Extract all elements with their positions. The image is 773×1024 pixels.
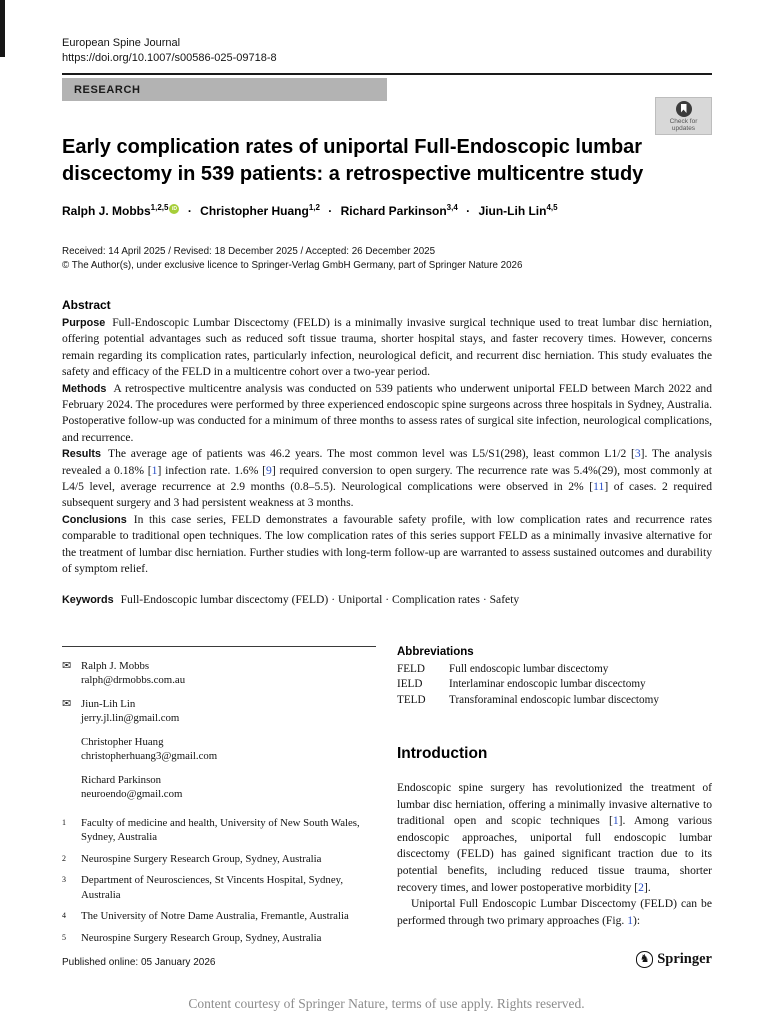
affiliations-list [62,816,376,946]
abstract-conclusions [62,512,712,578]
main-text-column [397,646,712,953]
correspondence-email[interactable]: ralph@drmobbs.com.au [81,674,186,686]
author-affil-sup: 3,4 [446,203,458,212]
text-segment: ]. [643,880,651,894]
correspondence-email[interactable]: jerry.jl.lin@gmail.com [81,712,180,724]
keywords-text: Full-Endoscopic lumbar discectomy (FELD) · Uniportal · Complication rates · Safety [120,592,520,606]
correspondence-name: Richard Parkinson [81,773,162,786]
citation-link[interactable]: 1 [612,814,619,828]
affiliation-item [62,816,376,845]
abbreviation-row [397,677,712,693]
affiliation-number: 3 [62,875,66,884]
affiliation-text: Department of Neurosciences, St Vincents Hospital, Sydney, Australia [81,874,344,901]
history-block [62,245,712,272]
text-segment: Endoscopic spine surgery has revolutionized the treatment of lumbar disc herniation, offering a minimally invasive alternative to traditional open and scopic techniques [ [397,781,712,828]
author-name: Jiun-Lih Lin [478,204,547,218]
text-segment: ] of cases. 2 required subsequent surgery and 3 had persistent weakness at 3 months. [62,480,712,510]
check-updates-label: Check for updates [669,117,698,132]
author-line [62,203,712,218]
author-name: Richard Parkinson [340,204,447,218]
abstract-section-label: Purpose [62,317,106,329]
check-for-updates-button[interactable] [655,97,712,135]
correspondence-name: Jiun-Lih Lin [81,697,136,710]
abstract-purpose [62,315,712,381]
abbreviation-full: Full endoscopic lumbar discectomy [449,662,609,675]
abstract-body [62,315,712,578]
bookmark-icon [676,101,692,117]
text-segment: A retrospective multicentre analysis was conducted on 539 patients who underwent uniportal FELD between March 2022 and February 2024. The procedures were performed by three experienced endoscopic spine surgeons across three hospitals in Sydney, Australia. Postoperative follow-up was conducted for a minimum of three months to assess rates of surgical site infection, neurological complications, and recurrence. [62,381,712,444]
keywords-label: Keywords [62,593,114,606]
author-separator: · [187,204,192,218]
abstract-heading: Abstract [62,298,111,312]
author-affil-sup: 1,2 [308,203,320,212]
author-separator: · [328,204,333,218]
springer-horse-icon: ♞ [636,951,653,968]
published-online-line: Published online: 05 January 2026 [62,957,216,968]
correspondence-item [62,659,376,688]
text-segment: ]. The analysis revealed a 0.18% [ [62,447,712,477]
author-affil-sup: 4,5 [546,203,558,212]
abstract-results [62,446,712,512]
abstract-methods [62,381,712,447]
footnote-column [62,646,376,953]
abstract-section-label: Methods [62,382,107,395]
correspondence-item [62,697,376,726]
journal-header [62,36,712,66]
abbreviation-row [397,662,712,678]
introduction-heading: Introduction [397,745,488,762]
correspondence-email[interactable]: christopherhuang3@gmail.com [81,750,218,762]
text-segment: ]. Among various endoscopic approaches, uniportal full endoscopic lumbar discectomy (FELD) has gained significant traction due to its potential benefits, including reduced tissue trauma, shorter recovery times, and lower postoperative morbidity [ [397,814,712,894]
affiliation-text: The University of Notre Dame Australia, Fremantle, Australia [81,910,349,922]
content-courtesy-notice: Content courtesy of Springer Nature, terms of use apply. Rights reserved. [188,996,585,1011]
abbreviation-full: Transforaminal endoscopic lumbar discectomy [449,693,659,706]
springer-logo [636,951,712,968]
affiliation-number: 4 [62,911,66,920]
journal-name: European Spine Journal [62,37,181,49]
citation-link[interactable]: 3 [634,447,641,461]
abbreviation-full: Interlaminar endoscopic lumbar discectomy [449,678,646,690]
text-segment: The average age of patients was 46.2 years. The most common level was L5/S1(298), least common L1/2 [ [108,447,635,461]
research-label: RESEARCH [74,83,141,96]
research-section-bar [62,78,387,101]
affiliation-item [62,909,376,924]
abbreviation-row [397,693,712,709]
received-line: Received: 14 April 2025 / Revised: 18 December 2025 / Accepted: 26 December 2025 [62,246,436,257]
author-affil-sup: 1,2,5 [150,203,169,212]
scan-edge-artifact [0,0,5,57]
article-title: Early complication rates of uniportal Full-Endoscopic lumbar discectomy in 539 patients: a retrospective multicentre study [62,136,644,185]
author-name: Ralph J. Mobbs [62,204,151,218]
affiliation-number: 1 [62,817,66,827]
citation-link[interactable]: 9 [266,463,272,477]
text-segment: In this case series, FELD demonstrates a favourable safety profile, with low complication rates and recurrence rates comparable to traditional open techniques. The low complication rates of this series support FELD as a minimally invasive alternative for the treatment of lumbar disc herniation. Further studies with long-term follow-up are warranted to assess sustained outcomes and durability of symptom relief. [62,512,712,576]
text-segment: Uniportal Full Endoscopic Lumbar Discectomy (FELD) can be performed through two primary approaches (Fig. [397,897,712,927]
abstract-section-label: Results [62,448,102,461]
correspondence-email[interactable]: neuroendo@gmail.com [81,788,183,800]
introduction-body [397,780,712,929]
two-column-section [62,646,712,953]
text-segment: ] required conversion to open surgery. The recurrence rate was 5.4%(29), most commonly at L4/5 level, average recurrence at 2.9 months (0.8–5.5). Neurological complications were observed in 2% [ [62,463,712,494]
keywords-line [62,593,712,606]
header-rule [62,73,712,75]
affiliation-number: 2 [62,853,66,863]
affiliation-text: Faculty of medicine and health, University of New South Wales, Sydney, Australia [81,816,360,843]
text-segment: Full-Endoscopic Lumbar Discectomy (FELD) is a minimally invasive surgical technique used to treat lumbar disc herniation, offering potential advantages such as reduced soft tissue trauma, shorter hospital stays, and faster recovery times. However, concerns remain regarding its complication rates, particularly infection, neurological deficit, and recurrent disc herniation. This study evaluates the safety and efficacy of the FELD in a multicentre cohort over a two-year period. [62,316,712,379]
correspondence-name: Christopher Huang [81,735,164,748]
text-segment: ] infection rate. 1.6% [ [157,463,267,477]
citation-link[interactable]: 1 [151,463,158,477]
abbreviation-key: TELD [397,693,426,706]
author-name: Christopher Huang [200,204,309,218]
introduction-paragraph [397,896,712,929]
correspondence-item [62,735,376,764]
envelope-icon: ✉ [62,659,72,672]
doi-link[interactable]: https://doi.org/10.1007/s00586-025-09718-8 [62,52,277,64]
abbreviation-key: IELD [397,678,423,690]
correspondence-name: Ralph J. Mobbs [81,659,150,672]
correspondence-item [62,773,376,802]
citation-link[interactable]: 1 [627,913,633,927]
orcid-icon[interactable]: iD [169,204,179,214]
affiliation-number: 5 [62,932,66,942]
citation-link[interactable]: 2 [638,880,644,894]
introduction-paragraph [397,780,712,896]
footnote-rule [62,646,376,647]
affiliation-text: Neurospine Surgery Research Group, Sydney, Australia [81,852,322,865]
affiliation-item [62,873,376,902]
rights-line: © The Author(s), under exclusive licence to Springer-Verlag GmbH Germany, part of Springer Nature 2026 [62,259,523,271]
affiliation-text: Neurospine Surgery Research Group, Sydney, Australia [81,931,322,944]
author-separator: · [466,204,471,218]
abbreviations-list [397,662,712,709]
envelope-icon: ✉ [62,697,72,710]
affiliation-item [62,852,376,867]
abstract-section-label: Conclusions [62,513,127,526]
springer-wordmark: Springer [657,951,712,967]
affiliation-item [62,931,376,946]
abbreviations-heading: Abbreviations [397,645,474,658]
text-segment: ): [633,913,641,927]
citation-link[interactable]: 11 [593,480,605,494]
abbreviation-key: FELD [397,662,425,675]
